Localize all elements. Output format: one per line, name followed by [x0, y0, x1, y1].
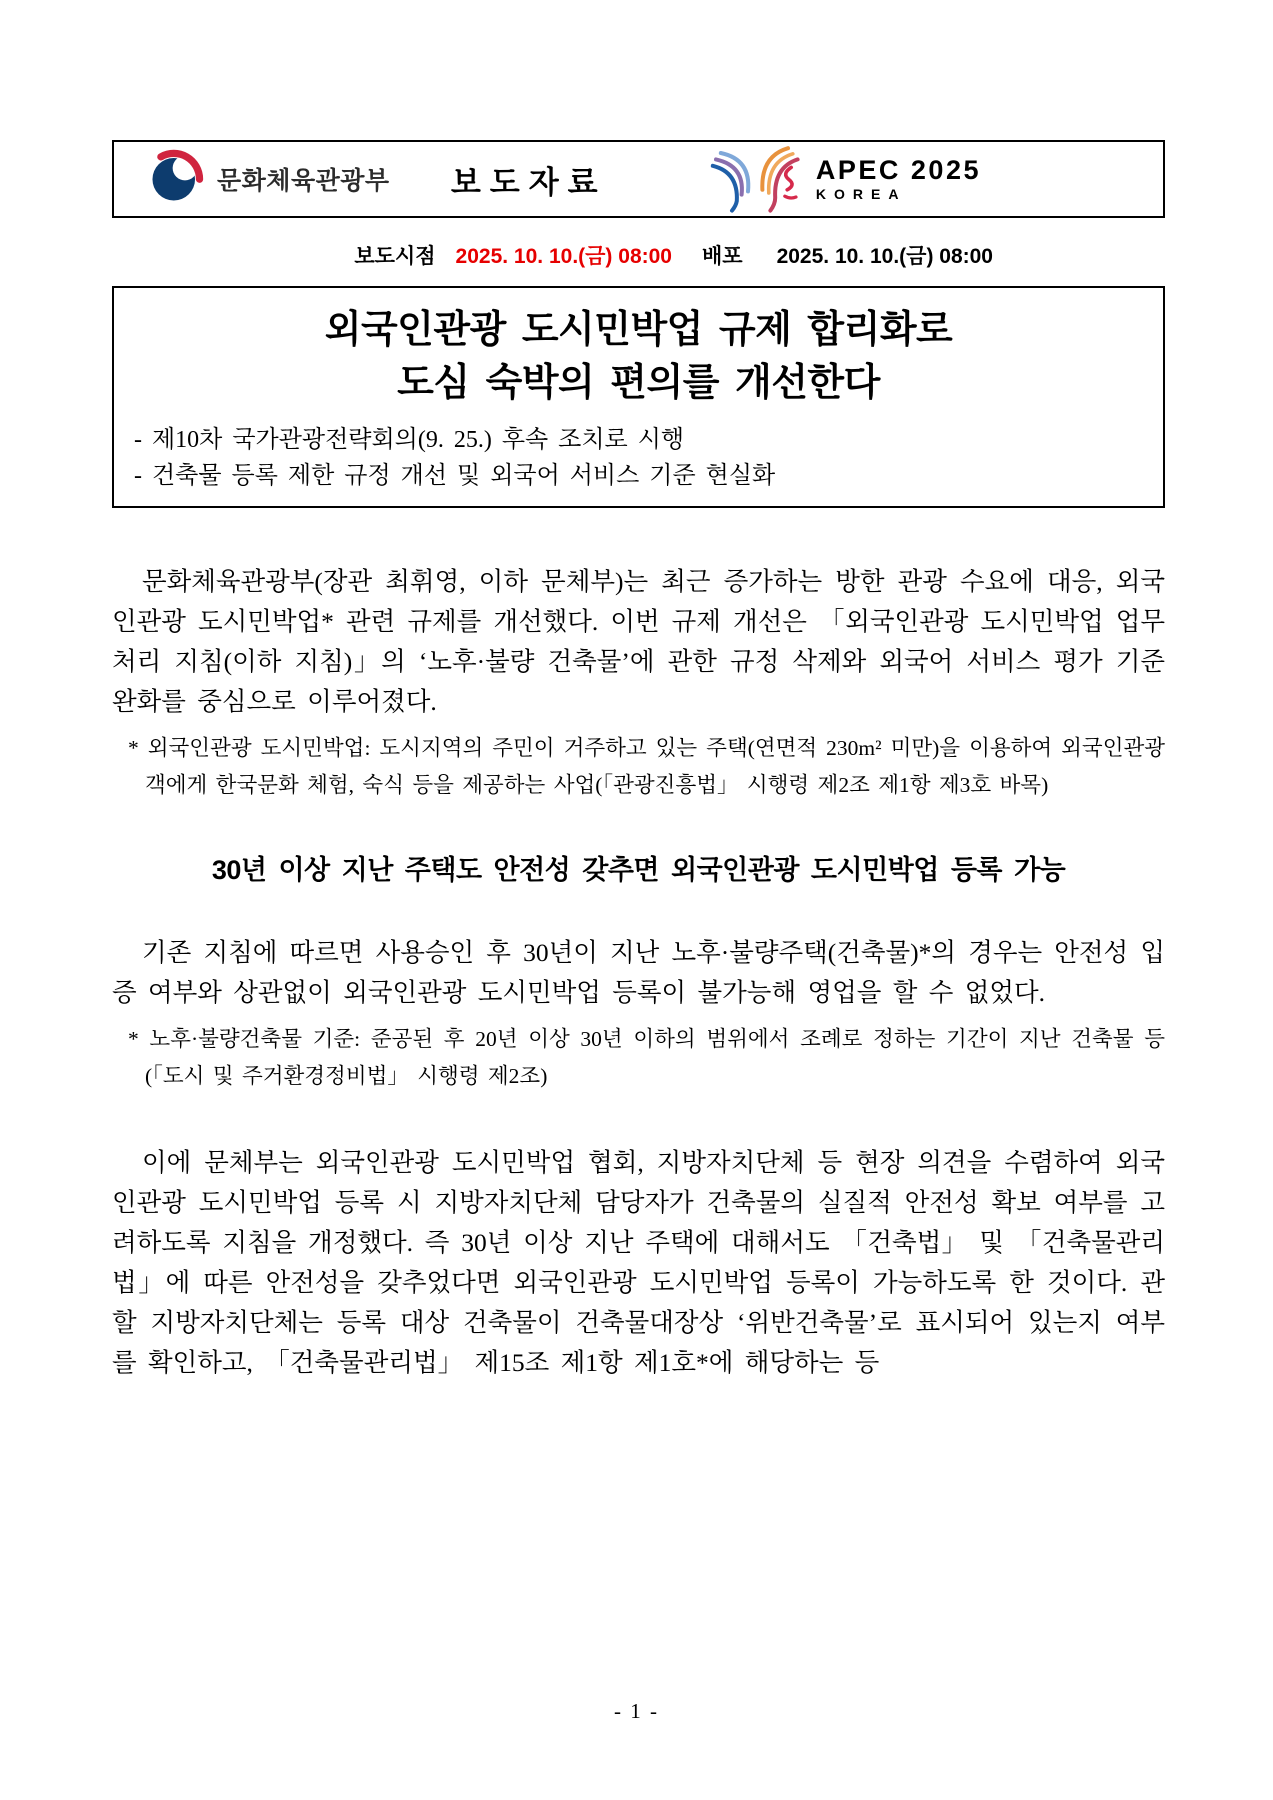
distribute-datetime: 2025. 10. 10.(금) 08:00: [776, 245, 993, 268]
ministry-logo: [148, 149, 390, 210]
distribute-label: 배포: [701, 245, 743, 268]
apec-logo-text: [816, 156, 981, 202]
page-number: - 1 -: [614, 1699, 659, 1723]
body-paragraph-3: 이에 문체부는 외국인관광 도시민박업 협회, 지방자치단체 등 현장 의견을 수렴하여 외국인관광 도시민박업 등록 시 지방자치단체 담당자가 건축물의 실질적 안전성 확보 여부를 고려하도록 지침을 개정했다. 즉 30년 이상 지난 주택에 대해서도 「건축법」 및 「건축물관리법」에 따른 안전성을 갖추었다면 외국인관광 도시민박업 등록이 가능하도록 한 것이다. 관할 지방자치단체는 등록 대상 건축물이 건축물대장상 ‘위반건축물’로 표시되어 있는지 여부를 확인하고, 「건축물관리법」 제15조 제1항 제1호*에 해당하는 등: [112, 1148, 1165, 1378]
apec-2025-logo-icon: [708, 140, 804, 219]
embargo-label: 보도시점: [354, 245, 436, 268]
body-paragraph-1: 문화체육관광부(장관 최휘영, 이하 문체부)는 최근 증가하는 방한 관광 수요에 대응, 외국인관광 도시민박업* 관련 규제를 개선했다. 이번 규제 개선은 「외국인관광 도시민박업 업무처리 지침(이하 지침)」의 ‘노후·불량 건축물’에 관한 규정 삭제와 외국어 서비스 평가 기준 완화를 중심으로 이루어졌다.: [112, 567, 1165, 717]
footnote-1: * 외국인관광 도시민박업: 도시지역의 주민이 거주하고 있는 주택(연면적 230m² 미만)을 이용하여 외국인관광객에게 한국문화 체험, 숙식 등을 제공하는 사업(「관광진흥법」 시행령 제2조 제1항 제3호 바목): [128, 736, 1165, 798]
headline-box: [112, 286, 1165, 508]
embargo-datetime: 2025. 10. 10.(금) 08:00: [455, 245, 672, 268]
release-info-row: [112, 240, 993, 270]
document-type-title: 보도자료: [450, 164, 607, 200]
headline-bullet-1: - 제10차 국가관광전략회의(9. 25.) 후속 조치로 시행: [134, 427, 685, 454]
apec-2025-logo: [708, 140, 981, 219]
headline-bullets: [134, 422, 1143, 494]
apec-title: APEC 2025: [815, 154, 981, 185]
ministry-name: 문화체육관광부: [217, 167, 390, 195]
headline-bullet-2: - 건축물 등록 제한 규정 개선 및 외국어 서비스 기준 현실화: [134, 463, 776, 490]
footnote-2: * 노후·불량건축물 기준: 준공된 후 20년 이상 30년 이하의 범위에서 조례로 정하는 기간이 지난 건축물 등(「도시 및 주거환경정비법」 시행령 제2조): [128, 1027, 1165, 1089]
body-paragraph-2: 기존 지침에 따르면 사용승인 후 30년이 지난 노후·불량주택(건축물)*의 경우는 안전성 입증 여부와 상관없이 외국인관광 도시민박업 등록이 불가능해 영업을 할 수 없었다.: [112, 938, 1165, 1008]
headline-line-1: 외국인관광 도시민박업 규제 합리화로: [324, 309, 953, 351]
section-subheading: 30년 이상 지난 주택도 안전성 갖추면 외국인관광 도시민박업 등록 가능: [211, 855, 1066, 886]
mcst-emblem-icon: [148, 149, 204, 210]
apec-subtitle: KOREA: [815, 186, 907, 203]
document-header: [112, 140, 1165, 218]
headline-line-2: 도심 숙박의 편의를 개선한다: [397, 362, 880, 405]
